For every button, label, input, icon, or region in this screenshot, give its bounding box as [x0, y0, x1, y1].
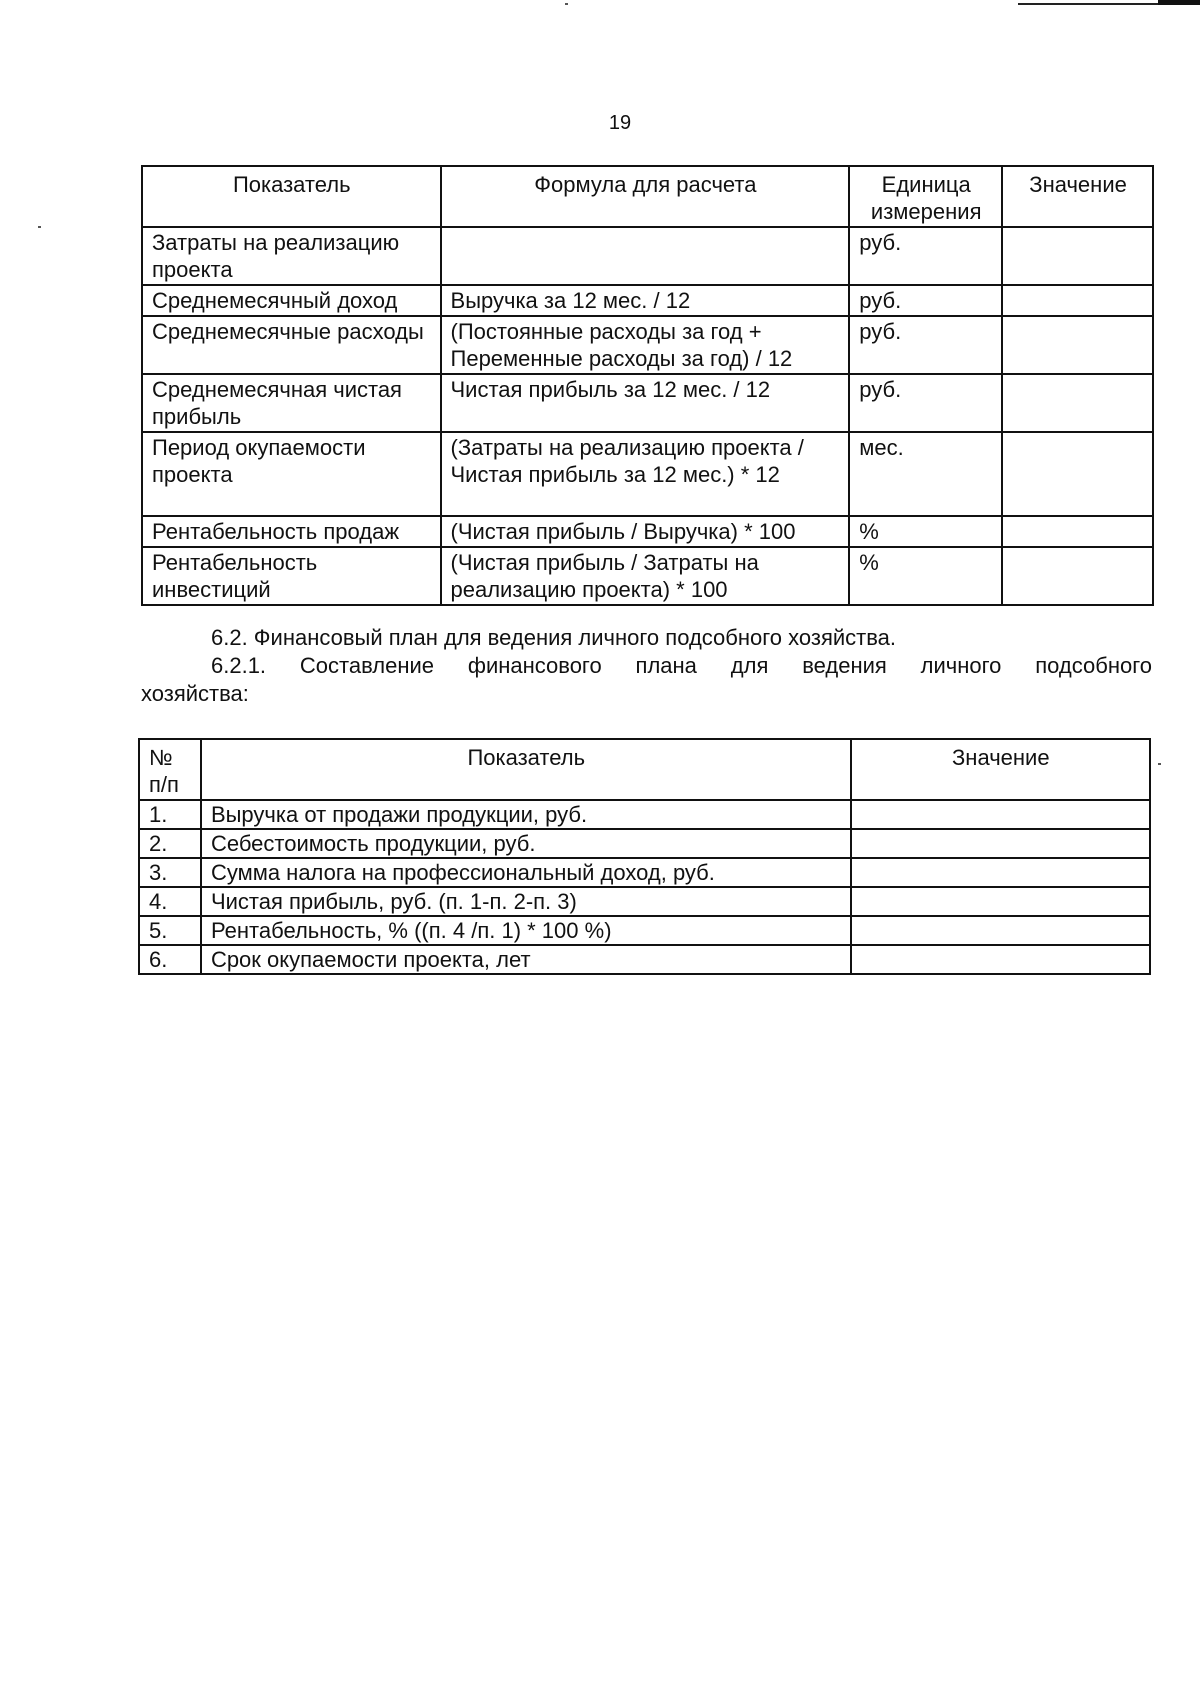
table-row [139, 887, 1150, 916]
cell-indicator: Срок окупаемости проекта, лет [201, 945, 851, 974]
cell-indicator: Рентабельность продаж [142, 516, 441, 547]
header-value: Значение [851, 739, 1150, 800]
cell-value [1002, 374, 1153, 432]
cell-unit: мес. [849, 432, 1002, 516]
table-row [142, 374, 1153, 432]
cell-unit: руб. [849, 316, 1002, 374]
cell-number: 1. [139, 800, 201, 829]
cell-indicator: Себестоимость продукции, руб. [201, 829, 851, 858]
cell-number: 2. [139, 829, 201, 858]
cell-value [851, 858, 1150, 887]
header-unit: Единица измерения [849, 166, 1002, 227]
table-header-row [139, 739, 1150, 800]
cell-formula [441, 227, 850, 285]
cell-indicator: Среднемесячные расходы [142, 316, 441, 374]
cell-value [1002, 285, 1153, 316]
section-heading: 6.2. Финансовый план для ведения личного подсобного хозяйства. [211, 625, 897, 650]
cell-number: 5. [139, 916, 201, 945]
table-row [139, 829, 1150, 858]
page-number: 19 [608, 112, 632, 134]
table-row [139, 916, 1150, 945]
table-row [142, 547, 1153, 605]
table-row [139, 800, 1150, 829]
table-header-row [142, 166, 1153, 227]
cell-value [851, 945, 1150, 974]
cell-formula: (Затраты на реализацию проекта / Чистая прибыль за 12 мес.) * 12 [441, 432, 850, 516]
cell-indicator: Чистая прибыль, руб. (п. 1-п. 2-п. 3) [201, 887, 851, 916]
cell-number: 4. [139, 887, 201, 916]
scan-artifact-dot [1158, 763, 1161, 765]
cell-formula: Выручка за 12 мес. / 12 [441, 285, 850, 316]
section-6-2 [141, 624, 1152, 708]
cell-value [851, 829, 1150, 858]
table-row [139, 945, 1150, 974]
header-formula: Формула для расчета [441, 166, 850, 227]
scan-artifact-blob [1158, 0, 1200, 5]
cell-value [1002, 316, 1153, 374]
subsection-heading-line2: хозяйства: [141, 681, 249, 706]
cell-value [851, 887, 1150, 916]
cell-value [851, 916, 1150, 945]
cell-unit: % [849, 547, 1002, 605]
cell-unit: руб. [849, 227, 1002, 285]
cell-indicator: Среднемесячный доход [142, 285, 441, 316]
table-row [142, 316, 1153, 374]
financial-plan-table [138, 738, 1151, 975]
indicators-table [141, 165, 1154, 606]
cell-formula: Чистая прибыль за 12 мес. / 12 [441, 374, 850, 432]
cell-indicator: Период окупаемости проекта [142, 432, 441, 516]
header-indicator: Показатель [201, 739, 851, 800]
table-row [142, 285, 1153, 316]
cell-value [851, 800, 1150, 829]
cell-value [1002, 432, 1153, 516]
subsection-heading-line1: 6.2.1. Составление финансового плана для ведения личного подсобного [211, 653, 1152, 678]
cell-indicator: Затраты на реализацию проекта [142, 227, 441, 285]
scan-artifact-top [1018, 0, 1200, 8]
scan-artifact-dot [38, 226, 41, 228]
table-row [142, 516, 1153, 547]
cell-indicator: Рентабельность, % ((п. 4 /п. 1) * 100 %) [201, 916, 851, 945]
scan-artifact-dot [565, 3, 568, 5]
table-row [139, 858, 1150, 887]
cell-unit: руб. [849, 374, 1002, 432]
cell-number: 3. [139, 858, 201, 887]
cell-indicator: Сумма налога на профессиональный доход, руб. [201, 858, 851, 887]
table-row [142, 227, 1153, 285]
table-row [142, 432, 1153, 516]
cell-formula: (Чистая прибыль / Затраты на реализацию проекта) * 100 [441, 547, 850, 605]
cell-value [1002, 516, 1153, 547]
cell-value [1002, 227, 1153, 285]
cell-unit: руб. [849, 285, 1002, 316]
cell-indicator: Среднемесячная чистая прибыль [142, 374, 441, 432]
header-number: № п/п [139, 739, 201, 800]
header-value: Значение [1002, 166, 1153, 227]
cell-number: 6. [139, 945, 201, 974]
cell-indicator: Выручка от продажи продукции, руб. [201, 800, 851, 829]
cell-formula: (Постоянные расходы за год + Переменные расходы за год) / 12 [441, 316, 850, 374]
header-indicator: Показатель [142, 166, 441, 227]
cell-value [1002, 547, 1153, 605]
cell-formula: (Чистая прибыль / Выручка) * 100 [441, 516, 850, 547]
cell-unit: % [849, 516, 1002, 547]
cell-indicator: Рентабельность инвестиций [142, 547, 441, 605]
